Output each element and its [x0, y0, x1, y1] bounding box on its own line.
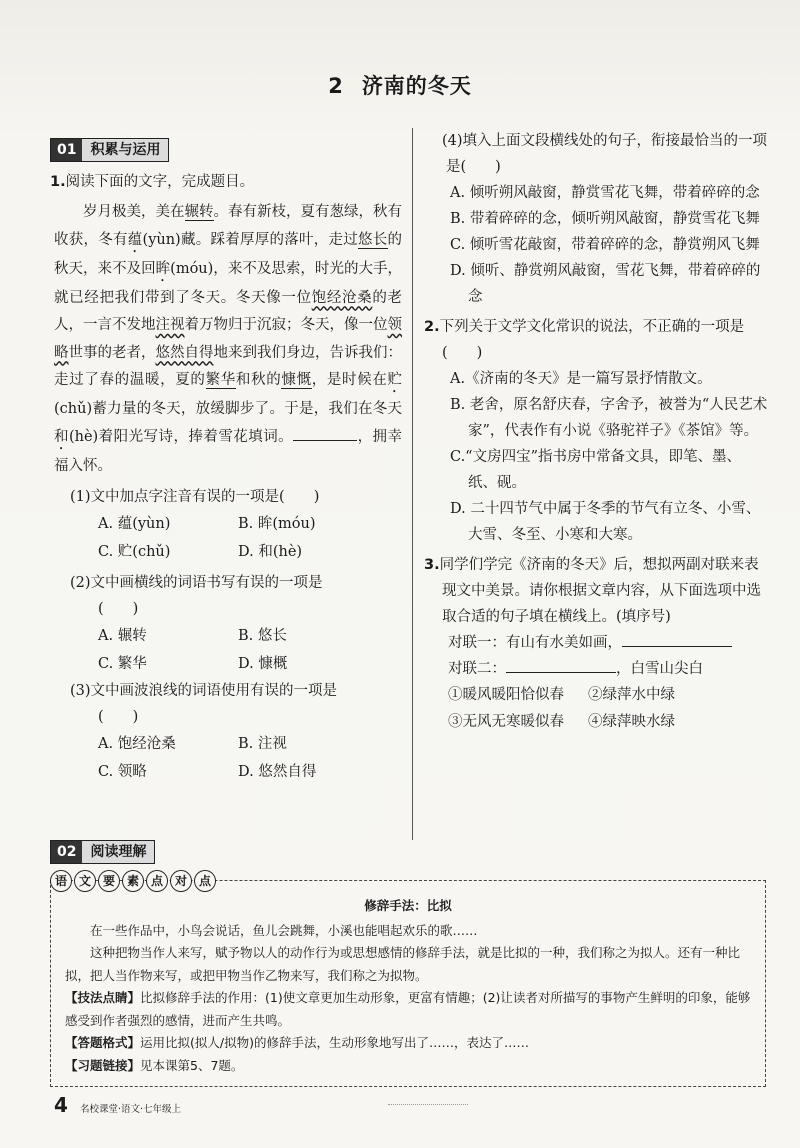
- option[interactable]: D. 悠然自得: [238, 764, 317, 780]
- option[interactable]: A. 蕴(yùn): [98, 516, 171, 532]
- answer-blank[interactable]: [622, 630, 732, 647]
- option[interactable]: ③无风无寒暖似春: [448, 714, 564, 730]
- marked-word: 和: [54, 428, 69, 445]
- passage-text: 世事的老者，: [68, 344, 156, 361]
- option[interactable]: C.“文房四宝”指书房中常备文具，即笔、墨、纸、砚。: [450, 449, 742, 491]
- passage-text: 的秋天，来不及回: [54, 231, 403, 277]
- option[interactable]: B. 带着碎碎的念，倾听朔风敲窗，静赏雪花飞舞: [450, 211, 760, 227]
- box-answer-format: 【答题格式】运用比拟(拟人/拟物)的修辞手法，生动形象地写出了……，表达了……: [65, 1035, 529, 1050]
- page-title: [0, 70, 800, 100]
- option[interactable]: B. 注视: [238, 736, 287, 752]
- passage-text: 地来到我们身边，告诉我们：走过了春的温暖，夏的: [54, 344, 402, 388]
- option[interactable]: A.《济南的冬天》是一篇写景抒情散文。: [450, 371, 712, 387]
- section-header-1: [50, 138, 169, 162]
- option[interactable]: D. 慷概: [238, 656, 288, 672]
- option[interactable]: C. 贮(chǔ): [98, 544, 171, 560]
- option[interactable]: D. 和(hè): [238, 544, 303, 560]
- page-number: 4: [54, 1093, 68, 1117]
- passage-blank[interactable]: [293, 424, 357, 441]
- marked-word: 辗转: [184, 204, 214, 220]
- lesson-number: 2: [328, 74, 344, 98]
- marked-word: 悠然自得: [155, 344, 214, 361]
- option[interactable]: B. 悠长: [238, 628, 287, 644]
- knowledge-box: [50, 880, 766, 1087]
- option[interactable]: B. 眸(móu): [238, 516, 316, 532]
- passage-text: (yùn)藏。踩着厚厚的落叶，走过: [142, 231, 359, 248]
- marked-word: 贮: [387, 372, 403, 388]
- option[interactable]: B. 老舍，原名舒庆春，字舍予，被誉为“人民艺术家”，代表作有小说《骆驼祥子》《茶馆》等。: [450, 397, 768, 439]
- section-header-2: [50, 840, 155, 864]
- tag-char: 对: [170, 870, 192, 892]
- left-column: [50, 137, 402, 786]
- passage-text: ，拥幸福入怀。: [54, 428, 403, 474]
- option[interactable]: D. 二十四节气中属于冬季的节气有立冬、小雪、大雪、冬至、小寒和大寒。: [450, 501, 761, 543]
- option[interactable]: C. 繁华: [98, 656, 147, 672]
- option[interactable]: A. 辗转: [98, 628, 147, 644]
- option[interactable]: ②绿萍水中绿: [588, 687, 675, 703]
- footer-text: 名校课堂·语文·七年级上: [80, 1104, 182, 1115]
- option[interactable]: ①暖风暖阳恰似春: [448, 687, 564, 703]
- q1-sub2-paren: ( ): [98, 601, 139, 617]
- option[interactable]: D. 倾听、静赏朔风敲窗，雪花飞舞，带着碎碎的念: [450, 263, 761, 305]
- answer-blank[interactable]: [506, 656, 616, 673]
- tag-char: 语: [50, 870, 72, 892]
- marked-word: 眸: [155, 260, 171, 277]
- q1-sub4-stem: (4)填入上面文段横线处的句子，衔接最恰当的一项是( ): [442, 133, 768, 175]
- passage-text: 和秋的: [235, 372, 282, 388]
- q1-sub1-options: [50, 510, 402, 566]
- box-title: 修辞手法：比拟: [364, 898, 452, 913]
- box-paragraph: 在一些作品中，小鸟会说话，鱼儿会跳舞，小溪也能唱起欢乐的歌……: [90, 922, 478, 938]
- tag-char: 点: [194, 870, 216, 892]
- couplet-2: 对联二： ，白雪山尖白: [424, 656, 768, 682]
- option[interactable]: ④绿萍映水绿: [588, 714, 675, 730]
- section-number: 02: [51, 841, 82, 863]
- lesson-title: 济南的冬天: [361, 74, 472, 98]
- box-paragraph: 这种把物当作人来写，赋予物以人的动作行为或思想感情的修辞手法，就是比拟的一种，我们称之为拟人。还有一种比拟，把人当作物来写，或把甲物当作乙物来写，我们称之为拟物。: [65, 945, 741, 983]
- passage-text: (chǔ)蓄力量的冬天，放缓脚步了。于是，我们在冬天: [54, 401, 402, 417]
- tag-char: 素: [122, 870, 144, 892]
- option[interactable]: A. 倾听朔风敲窗，静赏雪花飞舞，带着碎碎的念: [450, 185, 760, 201]
- passage-text: 着万物归于沉寂；冬天，像一位: [184, 317, 388, 333]
- couplet-1: 对联一：有山有水美如画，: [424, 630, 768, 656]
- column-divider: [412, 128, 413, 840]
- marked-word: 悠长: [358, 231, 388, 248]
- passage-text: (móu)，来不及思索，时光的大手，就已经把我们带到了冬天。冬天像一位: [54, 260, 403, 306]
- option[interactable]: A. 饱经沧桑: [98, 736, 176, 752]
- box-technique: 【技法点睛】比拟修辞手法的作用：(1)使文章更加生动形象，更富有情趣；(2)让读者对所描写的事物产生鲜明的印象，能够感受到作者强烈的感情，进而产生共鸣。: [65, 990, 751, 1028]
- marked-word: 领略: [54, 317, 402, 361]
- box-exercise-link: 【习题链接】见本课第5、7题。: [65, 1057, 244, 1073]
- section-label: 阅读理解: [82, 841, 154, 863]
- q3-options: [424, 682, 768, 736]
- marked-word: 注视: [155, 317, 185, 333]
- passage-text: 。春有新枝，夏有葱绿，秋有收获，冬有: [54, 204, 402, 248]
- question-3-stem: 3.同学们学完《济南的冬天》后，想拟两副对联来表现文中美景。请你根据文章内容，从下面选项中选取合适的句子填在横线上。(填序号): [424, 557, 761, 625]
- question-2-stem: 2.下列关于文学文化常识的说法，不正确的一项是( ): [424, 319, 745, 361]
- footer-decoration: [388, 1104, 468, 1105]
- question-1-stem: 1.阅读下面的文字，完成题目。: [50, 174, 255, 190]
- option[interactable]: C. 倾听雪花敲窗，带着碎碎的念，静赏朔风飞舞: [450, 237, 760, 253]
- tag-char: 要: [98, 870, 120, 892]
- tag-char: 文: [74, 870, 96, 892]
- marked-word: 蕴: [127, 231, 143, 248]
- q1-sub3-options: [50, 730, 402, 786]
- marked-word: 饱经沧桑: [311, 289, 373, 306]
- reading-passage: [54, 199, 402, 480]
- tag-row: [50, 870, 216, 892]
- option[interactable]: C. 领略: [98, 764, 147, 780]
- passage-text: 的老人，一言不发地: [54, 289, 403, 333]
- q1-sub1-stem: (1)文中加点字注音有误的一项是( ): [70, 489, 320, 505]
- section-number: 01: [51, 139, 82, 161]
- marked-word: 慷慨: [281, 372, 312, 388]
- passage-text: ，是时候在: [311, 372, 388, 388]
- q1-sub2-stem: (2)文中画横线的词语书写有误的一项是: [70, 575, 323, 591]
- q1-sub3-paren: ( ): [98, 709, 139, 725]
- q1-sub3-stem: (3)文中画波浪线的词语使用有误的一项是: [70, 683, 338, 699]
- tag-char: 点: [146, 870, 168, 892]
- q1-sub2-options: [50, 622, 402, 678]
- section-label: 积累与运用: [82, 139, 168, 161]
- marked-word: 繁华: [205, 372, 236, 388]
- right-column: [424, 128, 768, 736]
- passage-text: (hè)着阳光写诗，捧着雪花填词。: [68, 428, 294, 445]
- passage-text: 岁月极美，美在: [83, 204, 185, 220]
